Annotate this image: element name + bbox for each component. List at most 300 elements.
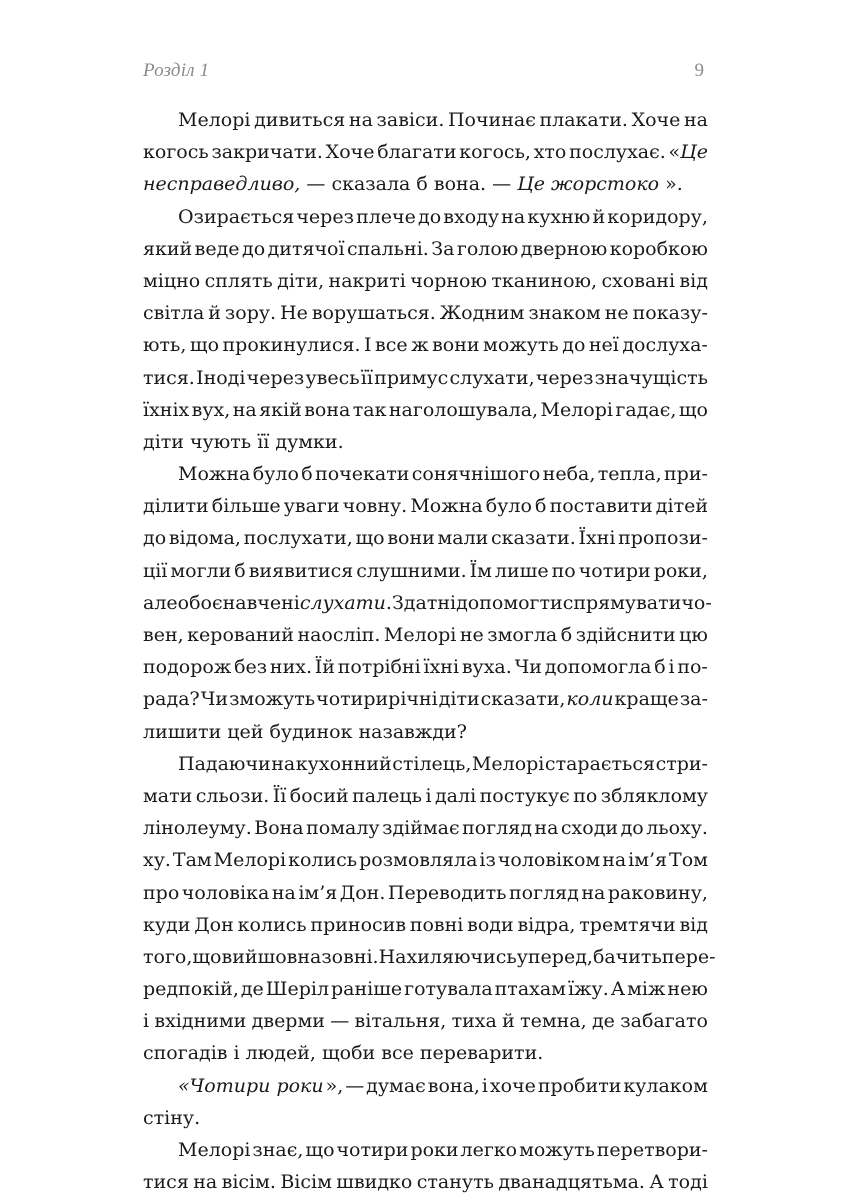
text-line: [143, 683, 708, 715]
word: старається: [544, 752, 656, 775]
word: її: [257, 430, 270, 453]
word: не: [459, 624, 484, 646]
word: зможуть: [229, 688, 316, 711]
word: чотири: [336, 1139, 409, 1161]
word: прокинулися.: [222, 334, 361, 357]
word: І: [364, 334, 372, 357]
word: слухати,: [449, 366, 535, 389]
word: відра,: [517, 913, 576, 936]
text-line: [143, 909, 708, 941]
word: наосліп.: [297, 624, 381, 646]
word: до: [418, 205, 442, 228]
word: сказати.: [491, 527, 576, 550]
word: по-: [677, 656, 708, 679]
word: тканиною,: [491, 269, 598, 292]
word: спальні.: [346, 237, 429, 260]
text-line: [143, 362, 708, 394]
word: роки: [410, 1139, 459, 1161]
word: Падаючи: [178, 752, 271, 775]
word: дітей: [655, 495, 708, 518]
word: значущість: [594, 366, 708, 389]
word: Вісім: [280, 1171, 332, 1194]
text-line: [143, 812, 708, 844]
word: уваги: [283, 495, 340, 518]
word: можуть: [519, 1139, 595, 1161]
word: було: [252, 463, 299, 486]
word: легко: [460, 1139, 518, 1161]
text-line: [143, 619, 708, 651]
word: Їхні: [578, 527, 616, 550]
word: пробити: [537, 1074, 622, 1097]
word: через: [535, 366, 594, 389]
word: голою: [456, 237, 519, 260]
word: гадає,: [615, 398, 677, 421]
word: плакати.: [539, 109, 628, 131]
word: ху.: [143, 849, 171, 872]
word: стануть: [416, 1171, 494, 1194]
word: —: [345, 1074, 365, 1097]
text-line: [143, 233, 708, 265]
word: думає: [366, 1074, 426, 1097]
word: Чи: [200, 688, 229, 711]
word: А: [610, 978, 626, 1001]
text-line: [143, 941, 716, 973]
word: далі: [434, 784, 477, 807]
word: кулаком: [623, 1074, 708, 1097]
word: їхні: [423, 656, 460, 679]
text-line: [143, 780, 708, 812]
word: Не: [280, 302, 308, 325]
word: Мелорі: [540, 398, 613, 421]
word: виявитися: [248, 559, 354, 582]
text-line: [143, 426, 708, 458]
word: керований: [187, 624, 294, 646]
word: Хоче: [325, 141, 375, 164]
word: сонячнішого: [411, 463, 541, 486]
word: дослуха-: [622, 334, 708, 357]
word: вона,: [427, 1074, 480, 1097]
word: «Це: [669, 136, 708, 168]
word: сховані: [601, 269, 676, 292]
word: птахам: [494, 978, 566, 1001]
word: колись: [288, 849, 358, 872]
word: їжу.: [567, 978, 609, 1001]
word: й: [208, 302, 221, 325]
text-line: [143, 490, 708, 522]
text-line: [143, 844, 708, 876]
word: кухонний: [295, 752, 392, 775]
word: навчені: [222, 591, 300, 614]
word: За: [431, 237, 455, 260]
word: краще: [614, 688, 679, 711]
word: думки.: [275, 430, 344, 453]
running-head-chapter: Розділ 1: [143, 60, 210, 81]
word: лишити: [143, 720, 222, 743]
word: що: [305, 1139, 335, 1161]
word: і: [425, 784, 432, 807]
word-italic: Це: [680, 141, 708, 164]
word: увесь: [305, 366, 360, 389]
word: але: [143, 591, 178, 614]
word: Мелорі: [178, 109, 251, 131]
word: на: [232, 398, 257, 421]
word: б: [234, 559, 246, 582]
word: забагато: [620, 1010, 708, 1033]
word: Починає: [447, 109, 536, 131]
word: закричати.: [211, 141, 323, 164]
word: тися.: [143, 366, 195, 389]
word: вітальня,: [354, 1010, 447, 1033]
word: вийшов: [221, 945, 298, 968]
word: слушними.: [356, 559, 467, 582]
word: неба,: [542, 463, 596, 486]
word: від: [679, 913, 708, 936]
word: куди: [143, 913, 191, 936]
word: спрямувати: [562, 591, 682, 614]
word: Дон.: [339, 881, 386, 904]
word: Переводить: [387, 881, 507, 904]
word: світла: [143, 302, 205, 325]
word: спогадів: [143, 1042, 228, 1065]
word: подорож: [143, 656, 232, 679]
word: де: [240, 978, 264, 1001]
word: на: [271, 881, 296, 904]
word: —: [306, 173, 326, 196]
word: б: [560, 624, 573, 646]
word: рада?: [143, 688, 200, 711]
word: Мелорі: [471, 752, 545, 775]
word: сплять: [204, 269, 273, 292]
word: погляд: [462, 817, 532, 840]
word: мали: [437, 527, 489, 550]
word: сказати,: [480, 688, 566, 711]
word: не: [604, 302, 629, 325]
word: все: [381, 1042, 414, 1065]
word: до: [242, 237, 266, 260]
word: зору.: [224, 302, 277, 325]
word: накриті: [328, 269, 406, 292]
word: приносив: [310, 913, 407, 936]
word: вуха.: [461, 656, 512, 679]
word: можуть: [483, 334, 559, 357]
word: чо-: [681, 591, 712, 614]
word: тепла,: [597, 463, 662, 486]
word: допомогла: [544, 656, 652, 679]
word: через: [246, 366, 305, 389]
body-text: [143, 104, 716, 1198]
word: швидко: [336, 1171, 413, 1194]
word: —: [330, 1010, 350, 1033]
text-line: [143, 522, 708, 554]
word: коридору,: [607, 205, 708, 228]
word: про: [143, 881, 180, 904]
word: тремтячи: [579, 913, 676, 936]
word: тися: [143, 1171, 189, 1194]
word: Мелорі: [213, 849, 287, 872]
word: б: [535, 495, 547, 518]
word: людей,: [245, 1042, 316, 1065]
text-line: [143, 555, 708, 587]
word: міцно: [143, 269, 201, 292]
word: дверною: [520, 237, 608, 260]
word: ».: [665, 173, 683, 196]
word: що: [678, 398, 708, 421]
word: стіну.: [143, 1106, 201, 1129]
word: плече: [356, 205, 416, 228]
text-line: [143, 1005, 708, 1037]
word: послухає.: [569, 141, 666, 164]
word: на: [534, 817, 559, 840]
word: »,: [325, 1074, 344, 1097]
word: Здатні: [391, 591, 457, 614]
text-line: [143, 973, 708, 1005]
word: вен,: [143, 624, 184, 646]
word: лінолеуму.: [143, 817, 252, 840]
word: її: [360, 366, 373, 389]
word: що: [189, 334, 220, 357]
word: було: [485, 495, 532, 518]
page-number: 9: [694, 60, 704, 81]
word: сходи: [560, 817, 619, 840]
word: —: [492, 173, 512, 196]
word: ж: [411, 334, 429, 357]
word: помалу: [306, 817, 380, 840]
word: палець: [352, 784, 422, 807]
word: стри-: [655, 752, 708, 775]
word: обоє: [177, 591, 223, 614]
word: будинок: [269, 720, 353, 743]
word: на: [602, 849, 627, 872]
word: Чи: [514, 656, 542, 679]
word: Мелорі: [178, 1139, 251, 1161]
word: Нахиляючись: [378, 945, 517, 968]
word: Дон: [194, 913, 234, 936]
word: діти,: [277, 269, 325, 292]
word: на: [581, 881, 606, 904]
word: пропози-: [618, 527, 708, 550]
word: могли: [170, 559, 232, 582]
word: і: [668, 656, 675, 679]
word: когось,: [459, 141, 531, 164]
word: без: [234, 656, 268, 679]
word: по: [573, 784, 598, 807]
word: Їй: [314, 656, 335, 679]
text-line: [143, 168, 708, 200]
word: раковину,: [607, 881, 708, 904]
word: почекати: [315, 463, 410, 486]
word: нею: [667, 978, 708, 1001]
word: Шеріл: [265, 978, 330, 1001]
word: наголошувала,: [388, 398, 539, 421]
word: і: [481, 1074, 488, 1097]
text-line: [143, 136, 708, 168]
text-line: [143, 1037, 708, 1069]
text-line: [143, 1134, 708, 1166]
word: ють,: [143, 334, 187, 357]
word: б: [654, 656, 666, 679]
word: до: [562, 334, 586, 357]
word: дванадцятьма.: [498, 1171, 645, 1194]
word: при-: [664, 463, 708, 486]
word: Їм: [469, 559, 492, 582]
word: уперед,: [516, 945, 593, 968]
word: примус: [374, 366, 449, 389]
word: показу-: [632, 302, 708, 325]
word: на: [348, 109, 373, 131]
word: когось: [143, 141, 209, 164]
word: вони: [432, 334, 480, 357]
word: чоловіком: [497, 849, 601, 872]
word: погляд: [509, 881, 579, 904]
word: ім’я: [298, 881, 338, 904]
word: мати: [143, 784, 193, 807]
word: Мелорі: [383, 624, 457, 646]
word: розмовляла: [359, 849, 478, 872]
word: допомогти: [456, 591, 563, 614]
word: «Чотири роки: [178, 1074, 324, 1097]
text-line: [143, 716, 708, 748]
word: хто: [533, 141, 567, 164]
word: коли: [566, 688, 614, 711]
word: із: [479, 849, 496, 872]
word: тоді: [668, 1171, 708, 1194]
word: їхніх: [143, 398, 190, 421]
word: них.: [269, 656, 312, 679]
word: переварити.: [419, 1042, 544, 1065]
word: цей: [227, 720, 264, 743]
word: дитячої: [267, 237, 345, 260]
word: Там: [172, 849, 212, 872]
word: і: [143, 1010, 150, 1033]
word: лише: [494, 559, 549, 582]
word: човну.: [342, 495, 408, 518]
text-line: [143, 104, 708, 136]
word: води: [467, 913, 514, 936]
word: сказала: [331, 173, 411, 196]
word: потрібні: [337, 656, 421, 679]
word: раніше: [331, 978, 403, 1001]
word: збляклому: [600, 784, 708, 807]
word: роки,: [653, 559, 708, 582]
word: ім’я: [628, 849, 668, 872]
word: якій: [259, 398, 302, 421]
word: б: [416, 173, 428, 196]
word: між: [627, 978, 666, 1001]
word: назавжди?: [358, 720, 467, 743]
word: й: [502, 1010, 515, 1033]
word: чотири: [578, 559, 651, 582]
word: благати: [377, 141, 457, 164]
word: Її: [272, 784, 287, 807]
word: ділити: [143, 495, 209, 518]
word: цю: [679, 624, 708, 646]
text-line: [143, 1166, 708, 1198]
word: вхідними: [154, 1010, 247, 1033]
word: босий: [289, 784, 349, 807]
word: що: [355, 527, 385, 550]
word: який: [143, 237, 193, 260]
word: до: [143, 527, 167, 550]
word: на: [193, 1171, 218, 1194]
word: повні: [409, 913, 464, 936]
word: так: [352, 398, 387, 421]
word: чорною: [410, 269, 487, 292]
text-line: [143, 1102, 708, 1134]
word: відома,: [168, 527, 241, 550]
text-line: [143, 329, 708, 361]
word: входу: [443, 205, 500, 228]
word: А: [649, 1171, 664, 1194]
word: вісім.: [221, 1171, 276, 1194]
word: чотирирічні: [316, 688, 438, 711]
word: хоче: [489, 1074, 536, 1097]
word: колись: [237, 913, 307, 936]
word: льоху.: [646, 817, 708, 840]
word: діти: [438, 688, 480, 711]
word: вони: [387, 527, 435, 550]
text-line: [143, 877, 708, 909]
word: все: [375, 334, 408, 357]
word: і: [233, 1042, 240, 1065]
word: Озирається: [178, 205, 295, 228]
word: стілець,: [392, 752, 472, 775]
word: Іноді: [196, 366, 246, 389]
word: що: [192, 945, 222, 968]
word: кухню: [527, 205, 591, 228]
word: Жодним: [439, 302, 525, 325]
word: веде: [194, 237, 240, 260]
word: змогла: [487, 624, 558, 646]
text-line: [143, 201, 708, 233]
word: чоловіка: [181, 881, 270, 904]
word: до: [620, 817, 644, 840]
word: завіси.: [376, 109, 445, 131]
word: Це жорстоко: [517, 173, 660, 196]
word: вона.: [433, 173, 487, 196]
word: неї: [588, 334, 619, 357]
word: назовні.: [297, 945, 379, 968]
word: діти: [143, 430, 184, 453]
word: по: [551, 559, 576, 582]
word: б: [301, 463, 313, 486]
word: здійснити: [575, 624, 676, 646]
word: Том: [669, 849, 708, 872]
word: на: [684, 109, 708, 131]
word: на: [271, 752, 296, 775]
word: того,: [143, 945, 193, 968]
word: дивиться: [254, 109, 346, 131]
text-line: [143, 748, 708, 780]
word: несправедливо,: [143, 173, 301, 196]
word: чують: [190, 430, 252, 453]
word: постукує: [479, 784, 570, 807]
word: знає,: [252, 1139, 304, 1161]
word: Можна: [178, 463, 251, 486]
word: темна,: [520, 1010, 587, 1033]
word: на: [501, 205, 526, 228]
text-line: [143, 587, 712, 619]
word: через: [296, 205, 354, 228]
word: дверми: [251, 1010, 325, 1033]
word: ворушаться.: [311, 302, 436, 325]
word: .: [385, 591, 392, 614]
word: тиха: [451, 1010, 497, 1033]
text-line: [143, 1070, 708, 1102]
word: готувала: [404, 978, 493, 1001]
word: щоби: [321, 1042, 376, 1065]
word: Вона: [254, 817, 304, 840]
word: послухати,: [243, 527, 353, 550]
